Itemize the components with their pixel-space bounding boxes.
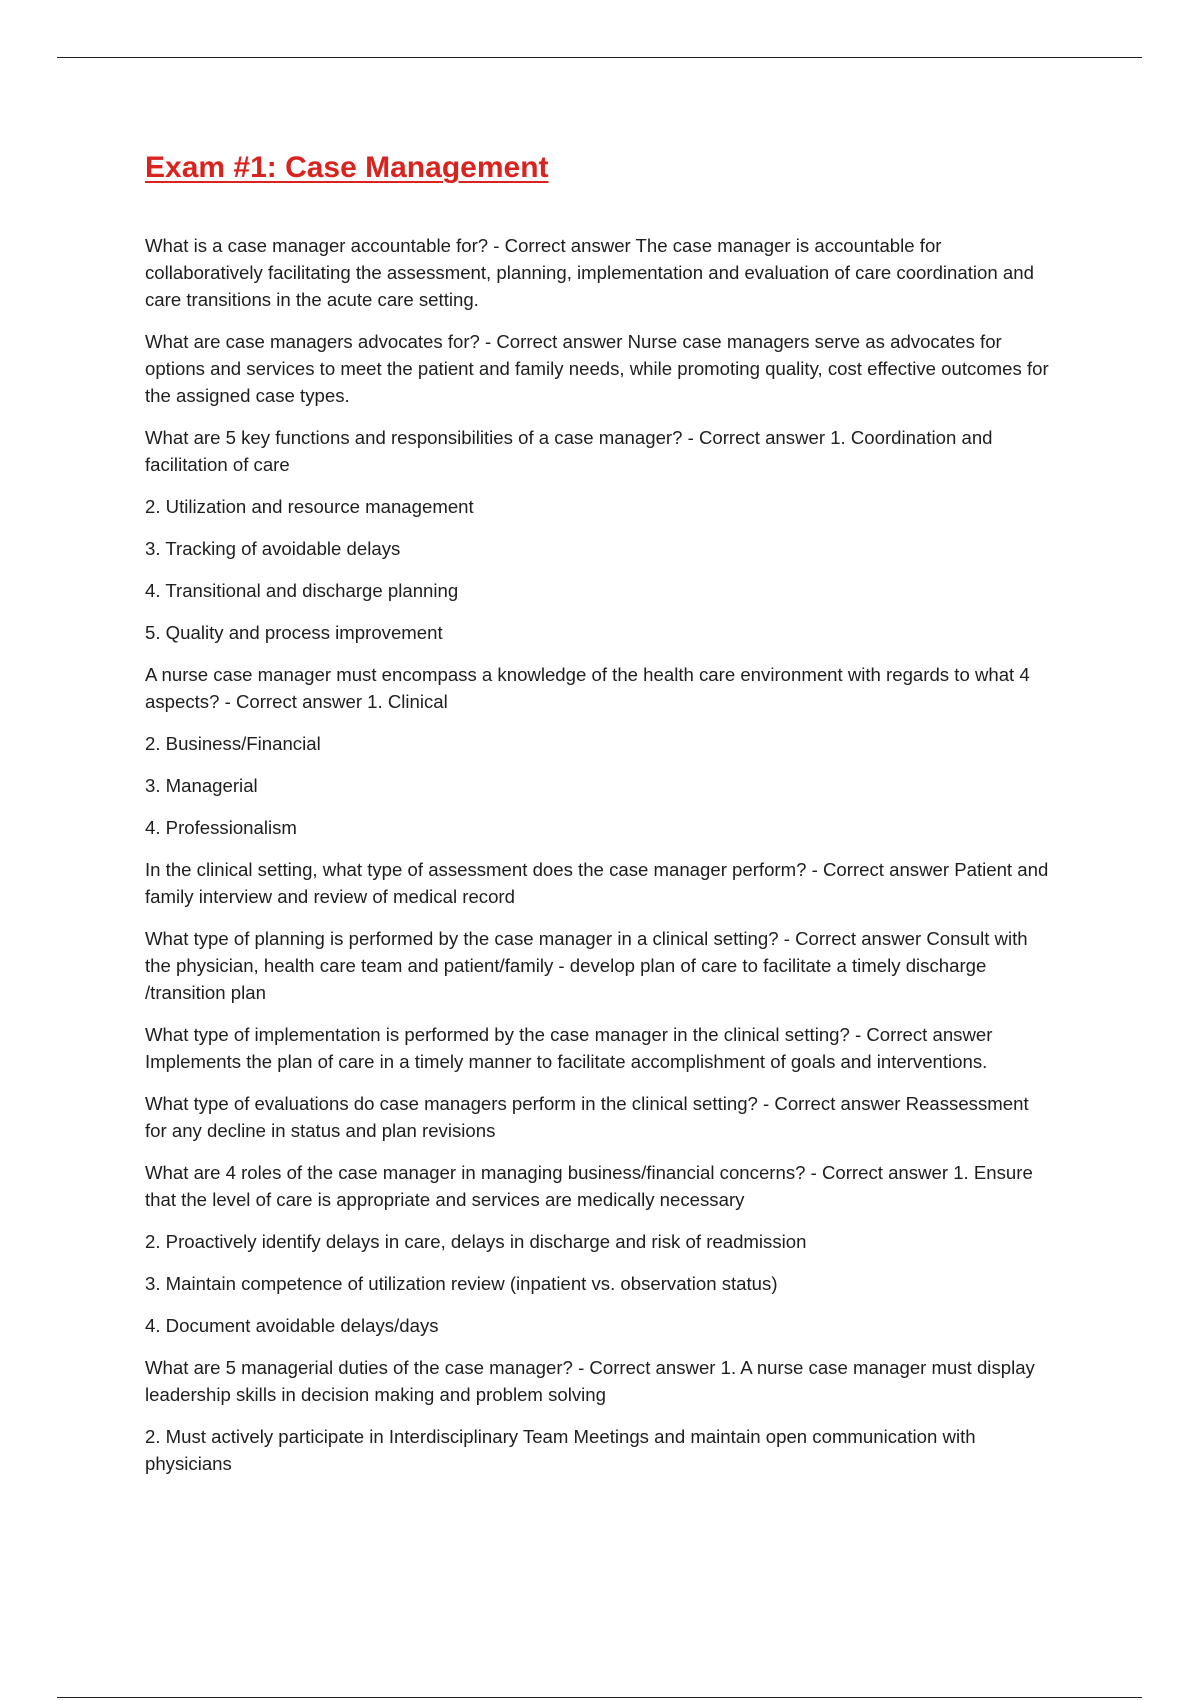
qa-paragraph: What are 4 roles of the case manager in managing business/financial concerns? - Correct answer 1. Ensure that the level of care is appropriate and services are medically necessary xyxy=(145,1162,1033,1210)
qa-list xyxy=(145,232,1055,1477)
qa-paragraph: What type of implementation is performed by the case manager in the clinical setting? - Correct answer Implements the plan of care in a timely manner to facilitate accomplishment of goals and interventions. xyxy=(145,1024,993,1072)
document-title: Exam #1: Case Management xyxy=(145,151,549,184)
qa-paragraph: A nurse case manager must encompass a knowledge of the health care environment with regards to what 4 aspects? - Correct answer 1. Clinical xyxy=(145,664,1030,712)
qa-paragraph: What are 5 managerial duties of the case manager? - Correct answer 1. A nurse case manager must display leadership skills in decision making and problem solving xyxy=(145,1357,1035,1405)
header-rule xyxy=(57,57,1142,58)
footer-rule xyxy=(57,1697,1142,1698)
qa-paragraph: What are 5 key functions and responsibilities of a case manager? - Correct answer 1. Coordination and facilitation of care xyxy=(145,427,993,475)
list-item: 5. Quality and process improvement xyxy=(145,622,443,643)
qa-paragraph: What type of planning is performed by the case manager in a clinical setting? - Correct answer Consult with the physician, health care team and patient/family - develop plan of care to facilitate a timely discharge /transition plan xyxy=(145,928,1028,1003)
list-item: 2. Proactively identify delays in care, delays in discharge and risk of readmission xyxy=(145,1231,807,1252)
list-item: 3. Maintain competence of utilization review (inpatient vs. observation status) xyxy=(145,1273,778,1294)
list-item: 3. Managerial xyxy=(145,775,258,796)
qa-paragraph: What are case managers advocates for? - Correct answer Nurse case managers serve as advocates for options and services to meet the patient and family needs, while promoting quality, cost effective outcomes for the assigned case types. xyxy=(145,331,1049,406)
list-item: 2. Must actively participate in Interdisciplinary Team Meetings and maintain open communication with physicians xyxy=(145,1426,976,1474)
list-item: 3. Tracking of avoidable delays xyxy=(145,538,401,559)
document-body xyxy=(145,148,1055,1492)
qa-paragraph: In the clinical setting, what type of assessment does the case manager perform? - Correct answer Patient and family interview and review of medical record xyxy=(145,859,1049,907)
list-item: 2. Business/Financial xyxy=(145,733,321,754)
list-item: 2. Utilization and resource management xyxy=(145,496,474,517)
list-item: 4. Professionalism xyxy=(145,817,297,838)
qa-paragraph: What type of evaluations do case managers perform in the clinical setting? - Correct answer Reassessment for any decline in status and plan revisions xyxy=(145,1093,1029,1141)
list-item: 4. Document avoidable delays/days xyxy=(145,1315,439,1336)
qa-paragraph: What is a case manager accountable for? - Correct answer The case manager is accountable for collaboratively facilitating the assessment, planning, implementation and evaluation of care coordination and care transitions in the acute care setting. xyxy=(145,235,1034,310)
list-item: 4. Transitional and discharge planning xyxy=(145,580,459,601)
